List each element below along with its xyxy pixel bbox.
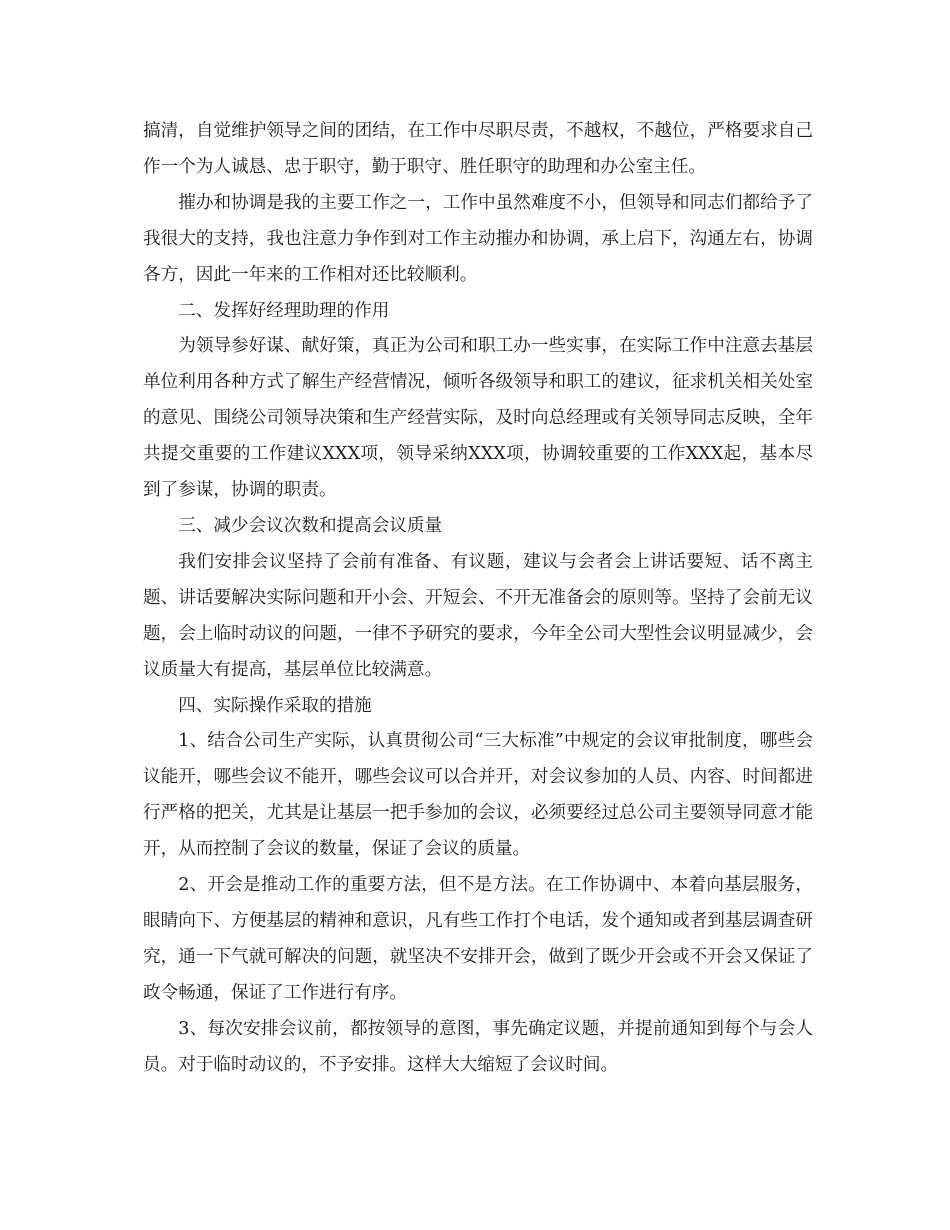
section-heading-3: 三、减少会议次数和提高会议质量 [178,515,443,536]
paragraph-assistant-role: 为领导参好谋、献好策，真正为公司和职工办一些实事，在实际工作中注意去基层单位利用各种方式了解生产经营情况，倾听各级领导和职工的建议，征求机关相关处室的意见、围绕公司领导决策和生产经营实际，及时向总经理或有关领导同志反映，全年共提交重要的工作建议XXX项，领导采纳XXX项，协调较重要的工作XXX起，基本尽到了参谋，协调的职责。 [143,336,813,501]
paragraph-meetings: 我们安排会议坚持了会前有准备、有议题，建议与会者会上讲话要短、话不离主题、讲话要解决实际问题和开小会、开短会、不开无准备会的原则等。坚持了会前无议题，会上临时动议的问题，一律不予研究的要求，今年全公司大型性会议明显减少，会议质量大有提高，基层单位比较满意。 [143,551,813,680]
document-body [143,114,813,1083]
paragraph-continued: 搞清，自觉维护领导之间的团结，在工作中尽职尽责，不越权，不越位，严格要求自己作一个为人诚恳、忠于职守，勤于职守、胜任职守的助理和办公室主任。 [143,121,813,177]
paragraph-coordination: 摧办和协调是我的主要工作之一，工作中虽然难度不小，但领导和同志们都给予了我很大的支持，我也注意力争作到对工作主动摧办和协调，承上启下，沟通左右，协调各方，因此一年来的工作相对还比较顺利。 [143,192,813,285]
paragraph-measure-1: 1、结合公司生产实际，认真贯彻公司“三大标准”中规定的会议审批制度，哪些会议能开，哪些会议不能开，哪些会议可以合并开，对会议参加的人员、内容、时间都进行严格的把关，尤其是让基层一把手参加的会议，必须要经过总公司主要领导同意才能开，从而控制了会议的数量，保证了会议的质量。 [143,731,813,860]
paragraph-measure-2: 2、开会是推动工作的重要方法，但不是方法。在工作协调中、本着向基层服务，眼睛向下、方便基层的精神和意识，凡有些工作打个电话，发个通知或者到基层调查研究，通一下气就可解决的问题，就坚决不安排开会，做到了既少开会或不开会又保证了政令畅通，保证了工作进行有序。 [143,875,813,1003]
section-heading-4: 四、实际操作采取的措施 [178,695,372,716]
paragraph-measure-3: 3、每次安排会议前，都按领导的意图，事先确定议题，并提前通知到每个与会人员。对于临时动议的，不予安排。这样大大缩短了会议时间。 [143,1018,813,1075]
section-heading-2: 二、发挥好经理助理的作用 [178,300,390,321]
